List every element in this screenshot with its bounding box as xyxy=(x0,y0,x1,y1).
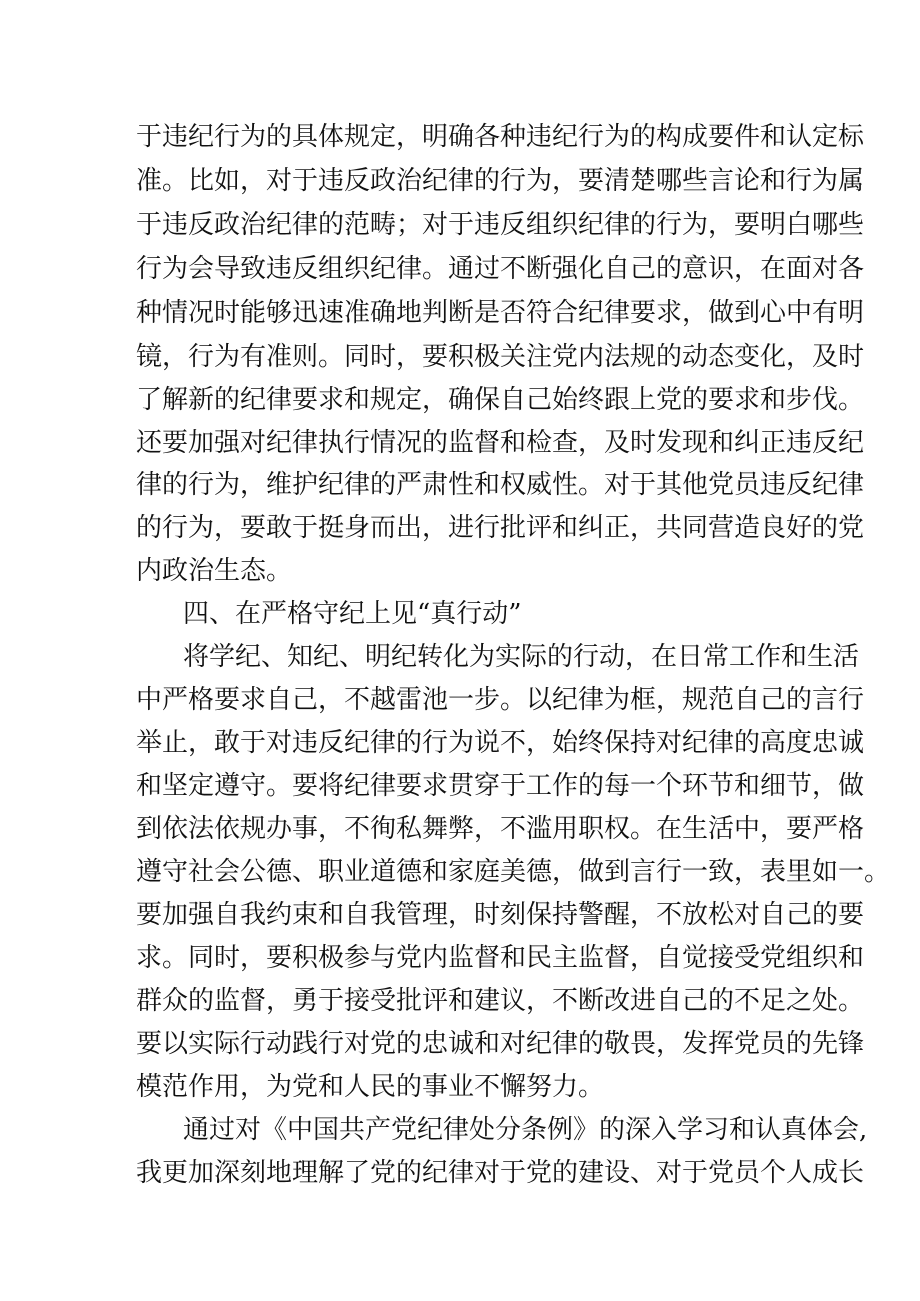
text-line: 种情况时能够迅速准确地判断是否符合纪律要求，做到心中有明 xyxy=(136,298,865,328)
text-line: 要加强自我约束和自我管理，时刻保持警醒，不放松对自己的要 xyxy=(136,900,865,930)
text-line: 还要加强对纪律执行情况的监督和检查，及时发现和纠正违反纪 xyxy=(136,428,865,458)
text-line: 于违反政治纪律的范畴；对于违反组织纪律的行为，要明白哪些 xyxy=(136,210,865,240)
text-line: 模范作用，为党和人民的事业不懈努力。 xyxy=(136,1072,605,1102)
text-line: 群众的监督，勇于接受批评和建议，不断改进自己的不足之处。 xyxy=(136,986,865,1016)
text-line: 将学纪、知纪、明纪转化为实际的行动，在日常工作和生活 xyxy=(183,642,860,672)
text-line: 中严格要求自己，不越雷池一步。以纪律为框，规范自己的言行 xyxy=(136,685,865,715)
section-heading: 四、在严格守纪上见“真行动” xyxy=(183,599,522,629)
text-line: 和坚定遵守。要将纪律要求贯穿于工作的每一个环节和细节，做 xyxy=(136,771,865,801)
text-line: 通过对《中国共产党纪律处分条例》的深入学习和认真体会, xyxy=(183,1115,868,1145)
text-line: 镜，行为有准则。同时，要积极关注党内法规的动态变化，及时 xyxy=(136,342,865,372)
text-line: 求。同时，要积极参与党内监督和民主监督，自觉接受党组织和 xyxy=(136,943,865,973)
text-line: 律的行为，维护纪律的严肃性和权威性。对于其他党员违反纪律 xyxy=(136,470,865,500)
text-line: 行为会导致违反组织纪律。通过不断强化自己的意识，在面对各 xyxy=(136,254,865,284)
text-line: 我更加深刻地理解了党的纪律对于党的建设、对于党员个人成长 xyxy=(136,1158,865,1188)
text-line: 要以实际行动践行对党的忠诚和对纪律的敬畏，发挥党员的先锋 xyxy=(136,1029,865,1059)
text-line: 遵守社会公德、职业道德和家庭美德，做到言行一致，表里如一。 xyxy=(136,857,891,887)
text-line: 的行为，要敢于挺身而出，进行批评和纠正，共同营造良好的党 xyxy=(136,513,865,543)
text-line: 于违纪行为的具体规定，明确各种违纪行为的构成要件和认定标 xyxy=(136,122,865,152)
text-line: 准。比如，对于违反政治纪律的行为，要清楚哪些言论和行为属 xyxy=(136,166,865,196)
text-line: 内政治生态。 xyxy=(136,556,293,586)
text-line: 到依法依规办事，不徇私舞弊，不滥用职权。在生活中，要严格 xyxy=(136,814,865,844)
text-line: 举止，敢于对违反纪律的行为说不，始终保持对纪律的高度忠诚 xyxy=(136,728,865,758)
text-line: 了解新的纪律要求和规定，确保自己始终跟上党的要求和步伐。 xyxy=(136,385,865,415)
